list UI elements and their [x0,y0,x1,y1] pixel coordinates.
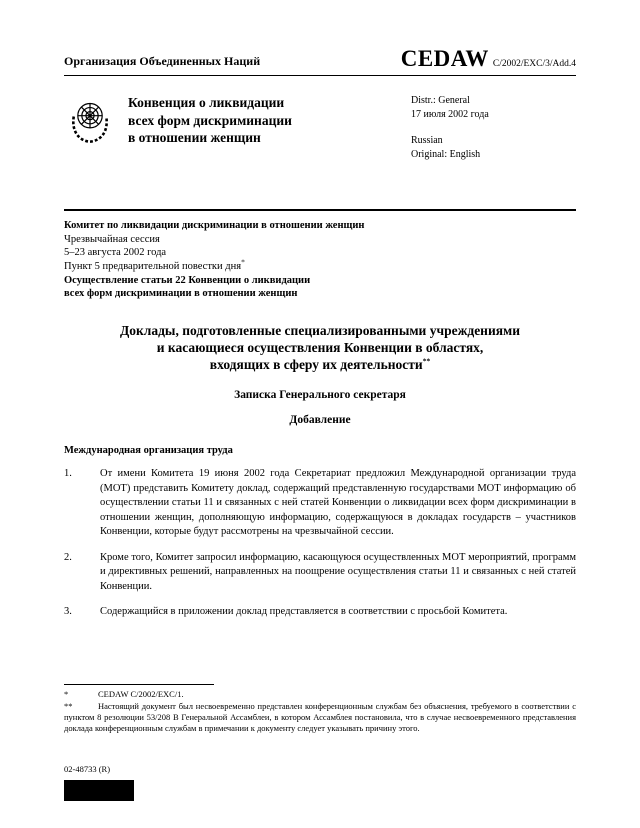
session-name: Чрезвычайная сессия [64,233,160,245]
report-title-line3-text: входящих в сферу их деятельности [209,356,423,372]
convention-title [120,92,411,161]
paragraph-2 [64,551,576,594]
paragraph-1-text: От имени Комитета 19 июня 2002 года Секретариат предложил Международной организации труда (МОТ) представить Комитету доклад, содержащий представленную государствами МОТ информацию об осуществлении статьи 11 и связанных с ней статей Конвенции о ликвидации всех форм дискриминации в отношении женщин, дополняющую информацию, содержащуюся в докладах государств – участников Конвенции, которые будут рассмотрены на чрезвычайной сессии. [100,468,576,538]
paragraph-3-number: 3. [64,606,72,618]
document-header [64,46,576,76]
footnote-2-marker: ** [64,701,73,712]
footnote-2-text: Настоящий документ был несвоевременно представлен конференционным службам без объяснения, требуемого в соответствии с пунктом 8 резолюции 53/208 В Генеральной Ассамблеи, в котором Ассамблея постановила, что в случае несвоевременного представления доклада конференционным службам в примечании к документу следует указывать причину этого. [64,701,576,734]
footnote-separator [64,684,214,685]
paragraph-2-text: Кроме того, Комитет запросил информацию, касающуюся осуществленных МОТ мероприятий, программ и директивных решений, направленных на поощрение осуществления статьи 11 и связанных с ней статей Конвенции. [100,551,576,592]
report-title-line1: Доклады, подготовленные специализированными учреждениями [119,322,521,338]
masthead [64,92,576,161]
paragraph-2-number: 2. [64,551,72,563]
org-name: Организация Объединенных Наций [64,54,261,68]
language-label: Russian [411,135,443,146]
agenda-title-line2: всех форм дискриминации в отношении женщин [64,288,298,300]
convention-title-line1: Конвенция о ликвидации [128,95,285,110]
note-subtitle: Записка Генерального секретаря [234,389,406,402]
agenda-item [64,257,576,274]
paragraph-3 [64,605,576,619]
section-heading-ilo: Международная организация труда [64,445,233,457]
distr-date: 17 июля 2002 года [411,108,489,120]
distribution-info [411,92,576,161]
paragraph-1 [64,467,576,539]
paragraph-3-text: Содержащийся в приложении доклад представляется в соответствии с просьбой Комитета. [100,606,508,618]
report-title [64,323,576,374]
report-title-line2: и касающиеся осуществления Конвенции в областях, [156,339,484,355]
agenda-item-text: Пункт 5 предварительной повестки дня [64,260,242,272]
distr-label: Distr.: General [411,95,470,106]
footnote-1-text: CEDAW C/2002/EXC/1. [98,689,184,699]
footnote-ref-2: ** [422,356,431,366]
footnote-2 [64,701,576,734]
doc-symbol-main: CEDAW [400,46,489,71]
doc-symbol-suffix: C/2002/EXC/3/Add.4 [492,59,576,69]
paragraph-1-number: 1. [64,468,72,480]
committee-name: Комитет по ликвидации дискриминации в отношении женщин [64,220,365,231]
addendum-subtitle: Добавление [289,414,351,427]
footnote-area [64,684,576,734]
section-divider-rule [64,209,576,211]
footnote-1 [64,689,576,700]
agenda-title-line1: Осуществление статьи 22 Конвенции о ликвидации [64,274,311,286]
committee-block [64,219,576,301]
original-language-label: Original: English [411,148,481,160]
un-emblem-icon [64,94,120,161]
session-dates: 5–23 августа 2002 года [64,247,167,259]
document-number: 02-48733 (R) [64,764,111,774]
report-title-line3 [64,357,576,374]
spacer [411,121,576,134]
convention-title-line3: в отношении женщин [128,130,261,146]
convention-title-line2: всех форм дискриминации [128,112,292,128]
footnote-1-marker: * [64,689,69,699]
doc-symbol [401,46,576,72]
footnote-ref-1: * [241,257,245,267]
barcode-block [64,780,134,801]
